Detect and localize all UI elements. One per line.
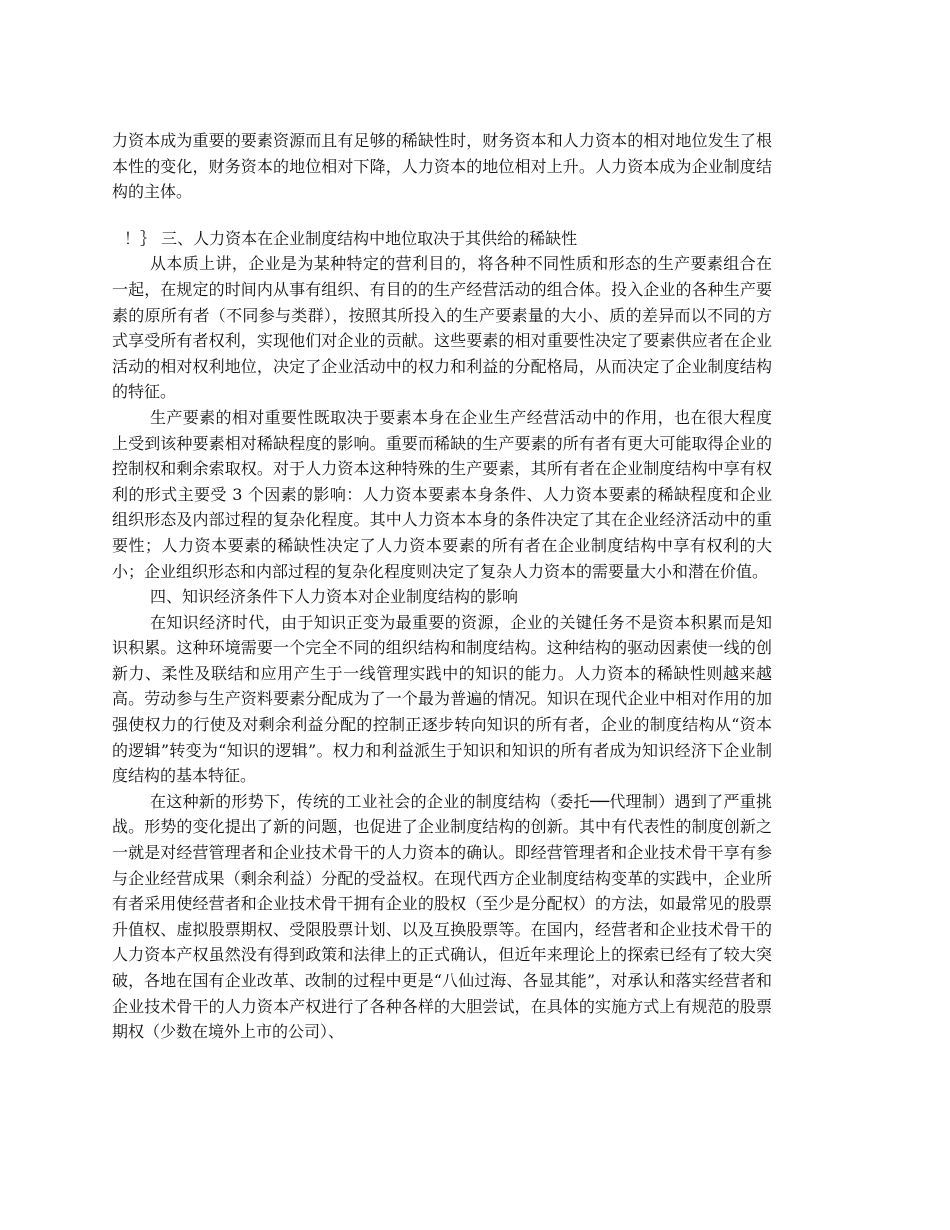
section-3-paragraph-2: 生产要素的相对重要性既取决于要素本身在企业生产经营活动中的作用，也在很大程度上受到该种要素相对稀缺程度的影响。重要而稀缺的生产要素的所有者有更大可能取得企业的控制权和剩余索取权。对于人力资本这种特殊的生产要素，其所有者在企业制度结构中享有权利的形式主要受 3 个因素的影响：人力资本要素本身条件、人力资本要素的稀缺程度和企业组织形态及内部过程的复杂化程度。其中人力资本本身的条件决定了其在企业经济活动中的重要性；人力资本要素的稀缺性决定了人力资本要素的所有者在企业制度结构中享有权利的大小；企业组织形态和内部过程的复杂化程度则决定了复杂人力资本的需要量大小和潜在价值。 — [112, 407, 772, 581]
section-3-paragraph-1: 从本质上讲，企业是为某种特定的营利目的，将各种不同性质和形态的生产要素组合在一起，在规定的时间内从事有组织、有目的的生产经营活动的组合体。投入企业的各种生产要素的原所有者（不同参与类群），按照其所投入的生产要素量的大小、质的差异而以不同的方式享受所有者权利，实现他们对企业的贡献。这些要素的相对重要性决定了要素供应者在企业活动的相对权利地位，决定了企业活动中的权力和利益的分配格局，从而决定了企业制度结构的特征。 — [112, 254, 772, 402]
document-body — [112, 128, 772, 1045]
section-4-heading: 四、知识经济条件下人力资本对企业制度结构的影响 — [150, 587, 519, 607]
section-3-marker: ！｝ — [124, 228, 157, 248]
intro-paragraph: 力资本成为重要的要素资源而且有足够的稀缺性时，财务资本和人力资本的相对地位发生了根本性的变化，财务资本的地位相对下降，人力资本的地位相对上升。人力资本成为企业制度结构的主体。 — [112, 131, 772, 202]
section-3-title: 三、人力资本在企业制度结构中地位取决于其供给的稀缺性 — [161, 228, 578, 248]
section-3-heading — [112, 226, 772, 252]
section-4-paragraph-2: 在这种新的形势下，传统的工业社会的企业的制度结构（委托──代理制）遇到了严重挑战。形势的变化提出了新的问题，也促进了企业制度结构的创新。其中有代表性的制度创新之一就是对经营管理者和企业技术骨干的人力资本的确认。即经营管理者和企业技术骨干享有参与企业经营成果（剩余利益）分配的受益权。在现代西方企业制度结构变革的实践中，企业所有者采用使经营者和企业技术骨干拥有企业的股权（至少是分配权）的方法，如最常见的股票升值权、虚拟股票期权、受限股票计划、以及互换股票等。在国内，经营者和企业技术骨干的人力资本产权虽然没有得到政策和法律上的正式确认，但近年来理论上的探索已经有了较大突破，各地在国有企业改革、改制的过程中更是“八仙过海、各显其能”，对承认和落实经营者和企业技术骨干的人力资本产权进行了各种各样的大胆尝试，在具体的实施方式上有规范的股票期权（少数在境外上市的公司）、 — [112, 791, 772, 1042]
section-4-paragraph-1: 在知识经济时代，由于知识正变为最重要的资源，企业的关键任务不是资本积累而是知识积累。这种环境需要一个完全不同的组织结构和制度结构。这种结构的驱动因素使一线的创新力、柔性及联结和应用产生于一线管理实践中的知识的能力。人力资本的稀缺性则越来越高。劳动参与生产资料要素分配成为了一个最为普遍的情况。知识在现代企业中相对作用的加强使权力的行使及对剩余利益分配的控制正逐步转向知识的所有者，企业的制度结构从“资本的逻辑”转变为“知识的逻辑”。权力和利益派生于知识和知识的所有者成为知识经济下企业制度结构的基本特征。 — [112, 612, 772, 786]
